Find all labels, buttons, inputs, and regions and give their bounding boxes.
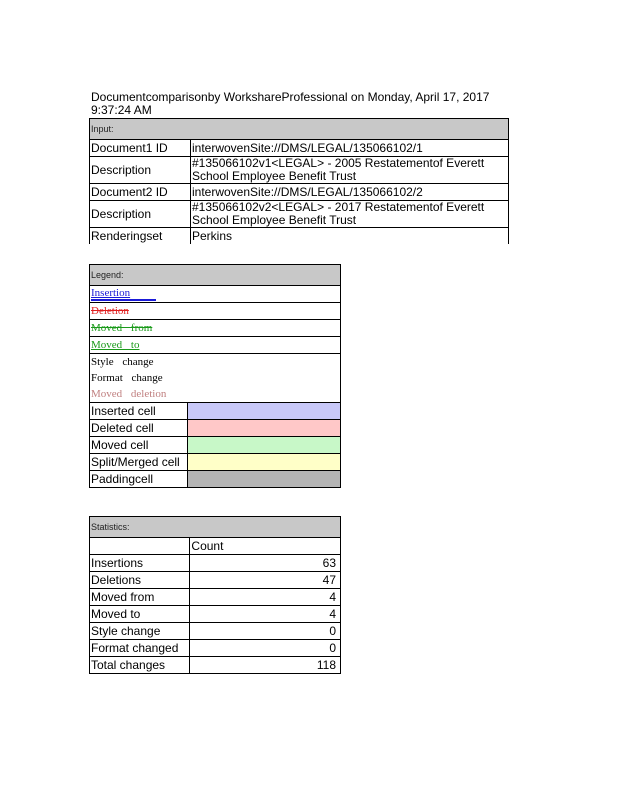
legend-section-title: Legend: bbox=[90, 265, 341, 286]
statistics-table bbox=[89, 516, 341, 674]
input-label: Renderingset bbox=[90, 228, 191, 245]
stats-label: Insertions bbox=[90, 555, 190, 572]
stats-count: 118 bbox=[190, 657, 341, 674]
input-section-title: Input: bbox=[90, 119, 509, 140]
stats-empty-header bbox=[90, 538, 190, 555]
stats-count: 4 bbox=[190, 606, 341, 623]
stats-label: Moved to bbox=[90, 606, 190, 623]
legend-deletion bbox=[90, 303, 341, 320]
inserted-cell-swatch bbox=[188, 403, 341, 420]
comparison-header bbox=[91, 91, 511, 117]
input-value: Perkins bbox=[191, 228, 509, 245]
legend-moved-from-label: Moved from bbox=[91, 322, 153, 334]
input-value: interwovenSite://DMS/LEGAL/135066102/1 bbox=[191, 140, 509, 157]
table-row bbox=[90, 572, 341, 589]
input-label: Document1 ID bbox=[90, 140, 191, 157]
table-row bbox=[90, 157, 509, 184]
table-row bbox=[90, 184, 509, 201]
moved-cell-swatch bbox=[188, 437, 341, 454]
input-value: #135066102v2<LEGAL> - 2017 Restatementof Everett School Employee Benefit Trust bbox=[191, 201, 509, 228]
legend-moved-from bbox=[90, 320, 341, 337]
legend-moved-cell-label: Moved cell bbox=[90, 437, 188, 454]
legend-inserted-cell-label: Inserted cell bbox=[90, 403, 188, 420]
stats-count: 63 bbox=[190, 555, 341, 572]
split-cell-swatch bbox=[188, 454, 341, 471]
stats-count: 47 bbox=[190, 572, 341, 589]
stats-label: Format changed bbox=[90, 640, 190, 657]
legend-moved-to bbox=[90, 337, 341, 354]
table-row bbox=[90, 140, 509, 157]
stats-count: 0 bbox=[190, 640, 341, 657]
stats-label: Style change bbox=[90, 623, 190, 640]
table-row bbox=[90, 201, 509, 228]
legend-style-change: Style change bbox=[90, 354, 341, 371]
legend-insertion-label: Insertion bbox=[91, 287, 131, 299]
padding-cell-swatch bbox=[188, 471, 341, 488]
input-label: Document2 ID bbox=[90, 184, 191, 201]
legend-deletion-label: Deletion bbox=[91, 305, 129, 317]
input-table bbox=[89, 118, 509, 244]
legend-format-change: Format change bbox=[90, 370, 341, 386]
input-value: #135066102v1<LEGAL> - 2005 Restatementof Everett School Employee Benefit Trust bbox=[191, 157, 509, 184]
input-value: interwovenSite://DMS/LEGAL/135066102/2 bbox=[191, 184, 509, 201]
header-line-1: Documentcomparisonby WorkshareProfessional on Monday, April 17, 2017 bbox=[91, 90, 490, 104]
table-row bbox=[90, 623, 341, 640]
legend-table bbox=[89, 264, 341, 488]
input-label: Description bbox=[90, 201, 191, 228]
stats-label: Deletions bbox=[90, 572, 190, 589]
table-row bbox=[90, 589, 341, 606]
stats-label: Total changes bbox=[90, 657, 190, 674]
stats-label: Moved from bbox=[90, 589, 190, 606]
table-row bbox=[90, 657, 341, 674]
legend-moved-deletion bbox=[90, 386, 341, 403]
legend-split-cell-label: Split/Merged cell bbox=[90, 454, 188, 471]
statistics-section-title: Statistics: bbox=[90, 517, 341, 538]
stats-count-header: Count bbox=[190, 538, 341, 555]
input-label: Description bbox=[90, 157, 191, 184]
table-row bbox=[90, 640, 341, 657]
legend-moved-deletion-label: Moved deletion bbox=[91, 388, 167, 400]
table-row bbox=[90, 228, 509, 245]
stats-count: 4 bbox=[190, 589, 341, 606]
legend-insertion bbox=[90, 286, 341, 303]
header-line-2: 9:37:24 AM bbox=[91, 103, 152, 117]
table-row bbox=[90, 606, 341, 623]
legend-deleted-cell-label: Deleted cell bbox=[90, 420, 188, 437]
stats-count: 0 bbox=[190, 623, 341, 640]
table-row bbox=[90, 555, 341, 572]
legend-padding-cell-label: Paddingcell bbox=[90, 471, 188, 488]
legend-moved-to-label: Moved to bbox=[91, 339, 140, 351]
deleted-cell-swatch bbox=[188, 420, 341, 437]
